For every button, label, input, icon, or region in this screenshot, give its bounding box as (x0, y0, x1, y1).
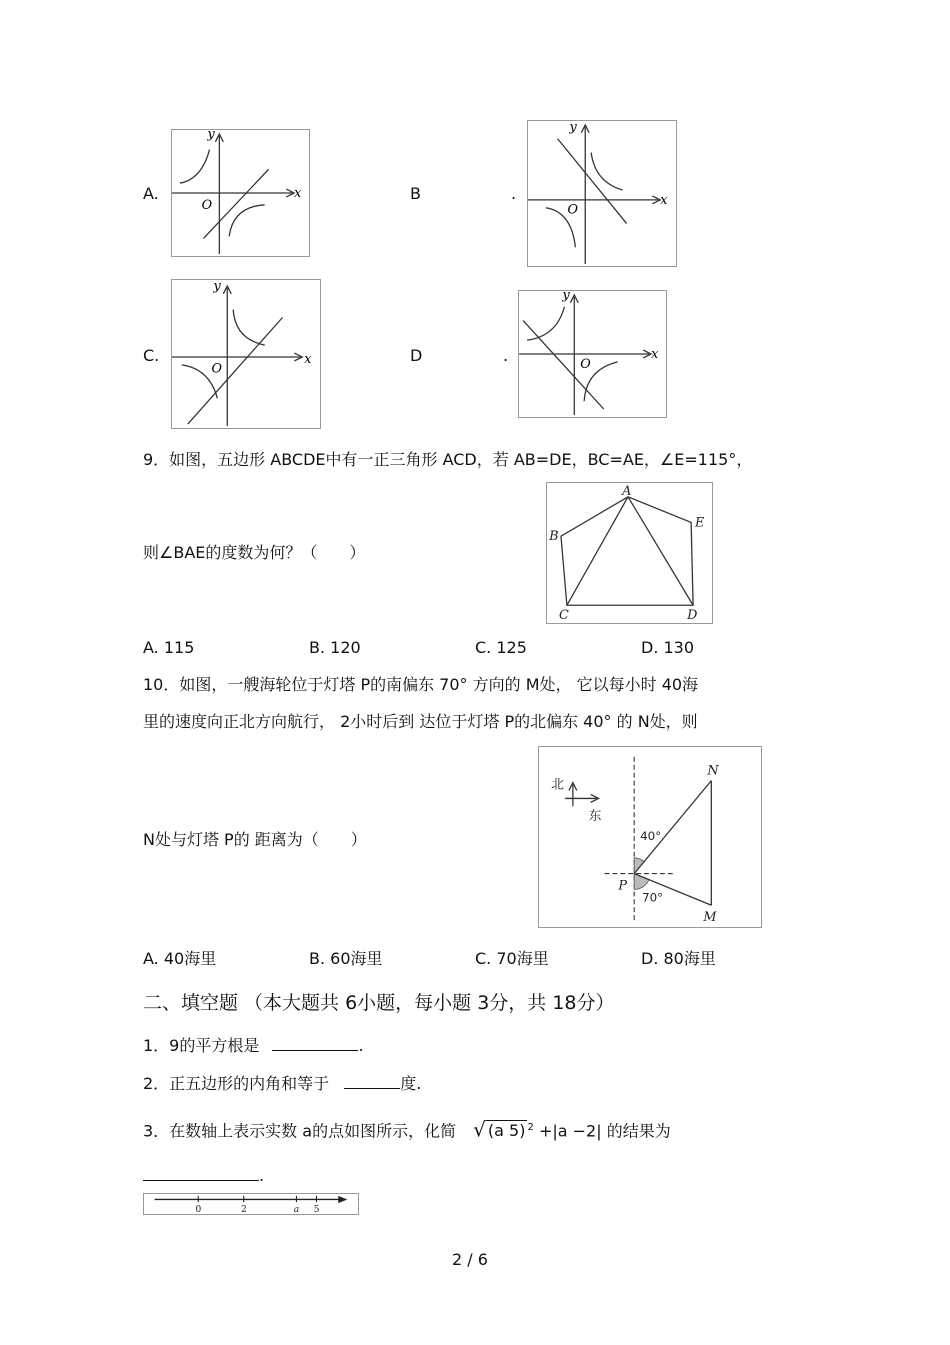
q10-choice-b: B. 60海里 (309, 949, 383, 968)
fill-q3-answer (143, 1166, 264, 1186)
fill-q3-end: . (259, 1166, 265, 1185)
x-axis-label: x (294, 185, 302, 201)
point-n-label: N (707, 763, 719, 779)
fill-q1 (143, 1036, 364, 1056)
option-d-dot: . (503, 346, 509, 365)
pentagon-figure (546, 482, 713, 624)
angle-70-label: 70° (642, 890, 664, 905)
y-axis-label: y (207, 130, 215, 142)
q10-choice-a: A. 40海里 (143, 949, 217, 968)
sqrt-exponent: 2 (527, 1122, 534, 1133)
tick-0-label: 0 (195, 1205, 202, 1214)
number-line-figure (143, 1193, 359, 1215)
fill-q2-text: 2．正五边形的内角和等于 (143, 1074, 330, 1093)
fill-q3 (143, 1118, 671, 1141)
sqrt-symbol: √ (473, 1117, 486, 1142)
q9-line1: 9．如图，五边形 ABCDE中有一正三角形 ACD，若 AB=DE，BC=AE，∠E=115°， (143, 450, 753, 469)
origin-label: O (580, 356, 591, 372)
east-label: 东 (588, 809, 602, 825)
q10-choice-d: D. 80海里 (641, 949, 716, 968)
option-b-label: B (410, 184, 421, 203)
sqrt-expression (473, 1118, 534, 1141)
fill-q1-text: 1．9的平方根是 (143, 1036, 260, 1055)
q9-line2: 则∠BAE的度数为何？（ ） (143, 543, 366, 562)
fill-q2 (143, 1074, 421, 1094)
origin-label: O (567, 202, 578, 218)
vertex-a-label: A (622, 483, 632, 499)
q10-choice-c: C. 70海里 (475, 949, 549, 968)
fill-q1-blank[interactable] (272, 1036, 358, 1051)
section2-title: 二、填空题 （本大题共 6小题，每小题 3分，共 18分） (143, 992, 615, 1014)
fill-q3-tail: +|a −2| 的结果为 (538, 1121, 671, 1141)
y-axis-label: y (562, 291, 570, 303)
tick-a-label: a (293, 1205, 300, 1214)
origin-label: O (201, 197, 213, 213)
vertex-c-label: C (559, 608, 569, 623)
q9-choice-a: A. 115 (143, 638, 195, 657)
fill-q1-end: . (358, 1036, 364, 1055)
option-b-dot: . (511, 184, 517, 203)
page-number: 2 / 6 (452, 1250, 488, 1269)
fill-q2-blank[interactable] (344, 1074, 400, 1089)
x-axis-label: x (304, 351, 312, 367)
q9-choice-d: D. 130 (641, 638, 695, 657)
vertex-b-label: B (549, 529, 559, 545)
tick-5-label: 5 (313, 1205, 320, 1214)
sqrt-radicand: (a 5) (487, 1121, 526, 1141)
origin-label: O (211, 361, 222, 377)
y-axis-label: y (213, 280, 221, 294)
vertex-d-label: D (687, 608, 698, 623)
q10-line1: 10．如图，一艘海轮位于灯塔 P的南偏东 70° 方向的 M处， 它以每小时 40海 (143, 675, 699, 694)
point-m-label: M (703, 910, 717, 926)
fill-q3-blank[interactable] (143, 1166, 259, 1181)
option-c-label: C. (143, 346, 160, 365)
angle-40-label: 40° (640, 828, 662, 843)
graph-option-a (171, 129, 310, 257)
north-label: 北 (551, 777, 564, 793)
option-a-label: A. (143, 184, 159, 203)
tick-2-label: 2 (241, 1205, 247, 1214)
graph-option-d (518, 290, 667, 418)
fill-q2-end: 度. (400, 1074, 422, 1093)
x-axis-label: x (660, 192, 668, 208)
q10-line2: 里的速度向正北方向航行， 2小时后到 达位于灯塔 P的北偏东 40° 的 N处，则 (143, 712, 698, 731)
fill-q3-text: 3．在数轴上表示实数 a的点如图所示，化简 (143, 1121, 457, 1141)
q9-choice-b: B. 120 (309, 638, 361, 657)
q9-choice-c: C. 125 (475, 638, 527, 657)
vertex-e-label: E (695, 515, 705, 531)
point-p-label: P (618, 878, 628, 894)
graph-option-c (171, 279, 321, 429)
q10-line3: N处与灯塔 P的 距离为（ ） (143, 830, 367, 849)
x-axis-label: x (651, 346, 659, 362)
y-axis-label: y (569, 121, 577, 135)
graph-option-b (527, 120, 677, 267)
lighthouse-figure (538, 746, 762, 928)
option-d-label: D (410, 346, 423, 365)
